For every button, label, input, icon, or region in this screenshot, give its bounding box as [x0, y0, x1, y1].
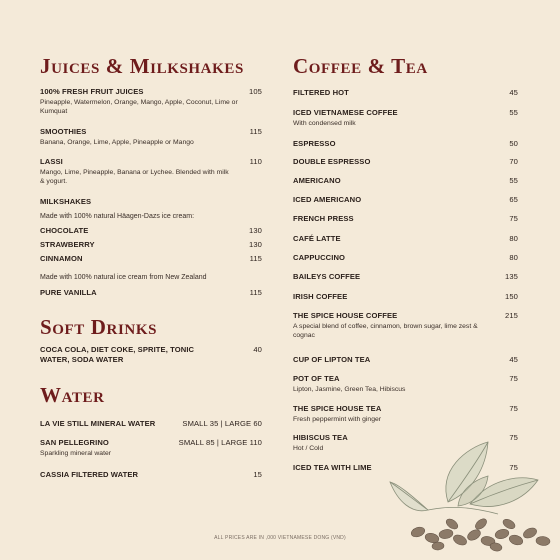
menu-item — [293, 253, 518, 263]
menu-item — [293, 108, 518, 128]
item-price: 80 — [509, 253, 518, 262]
item-price: 105 — [249, 87, 262, 96]
item-name: ICED TEA WITH LIME — [293, 463, 372, 472]
item-name: CASSIA FILTERED WATER — [40, 470, 139, 479]
item-price: 55 — [509, 108, 518, 117]
item-description: Sparkling mineral water — [40, 450, 112, 457]
menu-item — [293, 311, 518, 340]
item-price: 55 — [509, 176, 518, 185]
menu-item — [293, 214, 518, 224]
menu-item — [40, 157, 262, 186]
item-price: 45 — [509, 355, 518, 364]
item-price: 40 — [253, 345, 262, 354]
item-price: 130 — [249, 226, 262, 235]
item-name: COCA COLA, DIET COKE, SPRITE, TONIC WATER, SODA WATER — [40, 345, 195, 364]
section-title-juices: Juices & Milkshakes — [40, 54, 244, 78]
item-name: DOUBLE ESPRESSO — [293, 157, 371, 166]
item-description: Fresh peppermint with ginger — [293, 416, 382, 423]
item-name: IRISH COFFEE — [293, 292, 348, 301]
menu-item — [293, 355, 518, 365]
item-description: A special blend of coffee, cinnamon, brown sugar, lime zest & cognac — [293, 323, 478, 339]
menu-item — [293, 176, 518, 186]
menu-item — [40, 254, 262, 264]
menu-item — [293, 404, 518, 424]
item-price: 45 — [509, 88, 518, 97]
item-name: AMERICANO — [293, 176, 341, 185]
item-price: 75 — [509, 214, 518, 223]
item-name: CAPPUCCINO — [293, 253, 346, 262]
menu-item — [40, 240, 262, 250]
section-title-water: Water — [40, 383, 105, 407]
item-description: Lipton, Jasmine, Green Tea, Hibiscus — [293, 386, 406, 393]
menu-item — [40, 345, 262, 365]
item-name: 100% FRESH FRUIT JUICES — [40, 87, 144, 96]
item-price: SMALL 35 | LARGE 60 — [182, 419, 262, 428]
item-name: HIBISCUS TEA — [293, 433, 348, 442]
item-name: POT OF TEA — [293, 374, 340, 383]
item-price: 65 — [509, 195, 518, 204]
item-price: 80 — [509, 234, 518, 243]
menu-note: Made with 100% natural Häagen-Dazs ice cream: — [40, 213, 195, 220]
item-name: CHOCOLATE — [40, 226, 89, 235]
menu-item — [293, 88, 518, 98]
item-name: LASSI — [40, 157, 63, 166]
item-name: SAN PELLEGRINO — [40, 438, 109, 447]
item-description: With condensed milk — [293, 120, 356, 127]
item-price: 75 — [509, 463, 518, 472]
menu-item — [293, 374, 518, 394]
menu-item — [40, 226, 262, 236]
item-name: MILKSHAKES — [40, 197, 92, 206]
item-name: LA VIE STILL MINERAL WATER — [40, 419, 156, 428]
item-price: 70 — [509, 157, 518, 166]
item-price: SMALL 85 | LARGE 110 — [178, 438, 262, 447]
item-price: 15 — [253, 470, 262, 479]
item-name: THE SPICE HOUSE TEA — [293, 404, 382, 413]
item-price: 110 — [249, 157, 262, 166]
item-name: CUP OF LIPTON TEA — [293, 355, 371, 364]
item-name: THE SPICE HOUSE COFFEE — [293, 311, 398, 320]
footer-note: ALL PRICES ARE IN ,000 VIETNAMESE DONG (VND) — [214, 535, 346, 541]
menu-item — [40, 127, 262, 147]
menu-item — [40, 87, 262, 116]
menu-item — [293, 234, 518, 244]
menu-item — [293, 157, 518, 167]
item-name: CINNAMON — [40, 254, 83, 263]
item-price: 75 — [509, 433, 518, 442]
item-price: 115 — [249, 254, 262, 263]
section-title-soft-drinks: Soft Drinks — [40, 315, 158, 339]
menu-item — [40, 419, 262, 429]
item-name: FILTERED HOT — [293, 88, 349, 97]
item-price: 50 — [509, 139, 518, 148]
menu-item — [40, 288, 262, 298]
item-name: CAFÉ LATTE — [293, 234, 341, 243]
item-description: Pineapple, Watermelon, Orange, Mango, Apple, Coconut, Lime or Kumquat — [40, 99, 238, 115]
item-price: 135 — [505, 272, 518, 281]
item-name: ESPRESSO — [293, 139, 336, 148]
section-title-coffee-tea: Coffee & Tea — [293, 54, 428, 78]
item-name: SMOOTHIES — [40, 127, 87, 136]
menu-item — [40, 470, 262, 480]
menu-item — [293, 272, 518, 282]
item-name: STRAWBERRY — [40, 240, 95, 249]
item-price: 75 — [509, 404, 518, 413]
item-price: 215 — [505, 311, 518, 320]
item-name: FRENCH PRESS — [293, 214, 354, 223]
item-price: 115 — [249, 127, 262, 136]
item-price: 115 — [249, 288, 262, 297]
menu-item — [293, 195, 518, 205]
item-price: 150 — [505, 292, 518, 301]
menu-item — [40, 197, 262, 207]
menu-item — [293, 139, 518, 149]
item-description: Banana, Orange, Lime, Apple, Pineapple or Mango — [40, 139, 194, 146]
item-name: ICED VIETNAMESE COFFEE — [293, 108, 398, 117]
menu-item — [293, 292, 518, 302]
item-name: ICED AMERICANO — [293, 195, 362, 204]
item-name: PURE VANILLA — [40, 288, 97, 297]
item-description: Mango, Lime, Pineapple, Banana or Lychee. Blended with milk & yogurt. — [40, 169, 229, 185]
menu-note: Made with 100% natural ice cream from New Zealand — [40, 274, 207, 281]
item-name: BAILEYS COFFEE — [293, 272, 361, 281]
item-price: 130 — [249, 240, 262, 249]
item-price: 75 — [509, 374, 518, 383]
menu-item — [40, 438, 262, 458]
item-description: Hot / Cold — [293, 445, 324, 452]
